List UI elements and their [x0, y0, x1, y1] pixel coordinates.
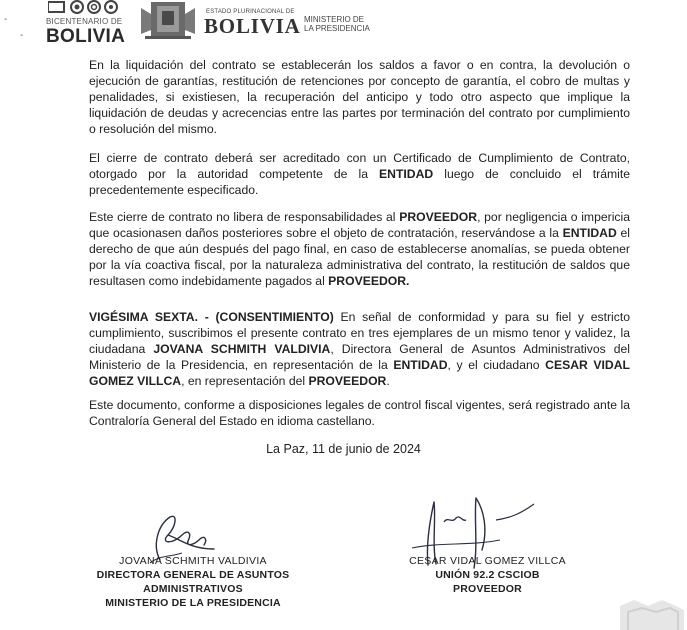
bicentenario-logo: [46, 0, 130, 48]
text-span: luego de concluido el trámite precedentemente especificado.: [89, 167, 630, 197]
text-span: .: [386, 374, 390, 388]
bicentenario-emblem-icon: [48, 0, 124, 14]
watermark-stamp-icon: [614, 596, 687, 630]
signatory-name: JOVANA SCHMITH VALDIVIA: [119, 555, 267, 567]
entidad-term: ENTIDAD: [379, 167, 434, 181]
proveedor-term: PROVEEDOR.: [328, 274, 410, 288]
ministerio-label-line2: LA PRESIDENCIA: [304, 24, 370, 33]
ministerio-label-line1: MINISTERIO DE: [304, 15, 365, 24]
signatory-role: MINISTERIO DE LA PRESIDENCIA: [105, 597, 281, 609]
entidad-term: ENTIDAD: [562, 226, 617, 240]
text-span: , en representación del: [181, 374, 309, 388]
paragraph-liquidacion: En la liquidación del contrato se establecerán los saldos a favor o en contra, la devolución o ejecución de garantías, restitución de retenciones por concepto de garantía, el cobro de multas y penalidades, si existiesen, la recuperación del anticipo y todo otro aspecto que implique la liquidación de deudas y acrecencias entre las partes por terminación del contrato por cumplimiento o resolución del mismo.: [89, 58, 630, 136]
proveedor-term: PROVEEDOR: [399, 210, 478, 224]
paragraph-cierre: [89, 150, 630, 198]
signatory-role: ADMINISTRATIVOS: [143, 583, 243, 595]
bicentenario-title: BOLIVIA: [46, 26, 126, 47]
text-span: , Directora General de Asuntos Administrativos del Ministerio de la Presidencia, en representación de la: [89, 342, 631, 372]
text-span: el derecho de que aún después del pago final, en caso de establecerse anomalías, se pueda obtener por la vía coactiva fiscal, por la naturaleza administrativa del contrato, la restitución de saldos que resultasen como indebidamente pagados al: [89, 226, 630, 288]
coat-of-arms-icon: [139, 0, 197, 40]
estado-title: BOLIVIA: [204, 14, 301, 38]
margin-mark: -: [4, 14, 8, 25]
text-span: , por negligencia o impericia que ocasionasen daños posteriores sobre el objeto de contratación, reservándose a la: [89, 210, 630, 240]
party-name: CESAR VIDAL GOMEZ VILLCA: [89, 358, 630, 388]
text-span: , y el ciudadano: [447, 358, 546, 372]
signatory-role: PROVEEDOR: [453, 583, 522, 595]
entidad-term: ENTIDAD: [393, 358, 448, 372]
paragraph-consentimiento: [89, 309, 630, 389]
signature-left: [88, 554, 298, 610]
clause-heading: VIGÉSIMA SEXTA. - (CONSENTIMIENTO): [89, 310, 334, 324]
proveedor-term: PROVEEDOR: [308, 374, 387, 388]
text-span: Este cierre de contrato no libera de responsabilidades al: [89, 210, 400, 224]
paragraph-registro: Este documento, conforme a disposiciones legales de control fiscal vigentes, será registrado ante la Contraloría General del Estado en idioma castellano.: [89, 398, 630, 428]
signature-right: [380, 554, 595, 596]
party-name: JOVANA SCHMITH VALDIVIA: [153, 342, 331, 356]
signatory-name: CESAR VIDAL GOMEZ VILLCA: [409, 555, 566, 567]
bicentenario-caption: BICENTENARIO DE: [46, 17, 123, 26]
signing-date: La Paz, 11 de junio de 2024: [266, 442, 421, 456]
text-span: El cierre de contrato deberá ser acreditado con un Certificado de Cumplimiento de Contrato, otorgado por la autoridad competente de la: [89, 151, 630, 181]
estado-caption: ESTADO PLURINACIONAL DE: [206, 9, 295, 15]
margin-mark: -: [20, 30, 24, 41]
text-span: En señal de conformidad y para su fiel y estricto cumplimiento, suscribimos el presente contrato en tres ejemplares de un mismo tenor y validez, la ciudadana: [89, 310, 631, 356]
paragraph-responsabilidades: [89, 209, 630, 289]
signatory-role: DIRECTORA GENERAL DE ASUNTOS: [96, 569, 290, 581]
signatory-role: UNIÓN 92.2 CSCIOB: [435, 569, 540, 581]
